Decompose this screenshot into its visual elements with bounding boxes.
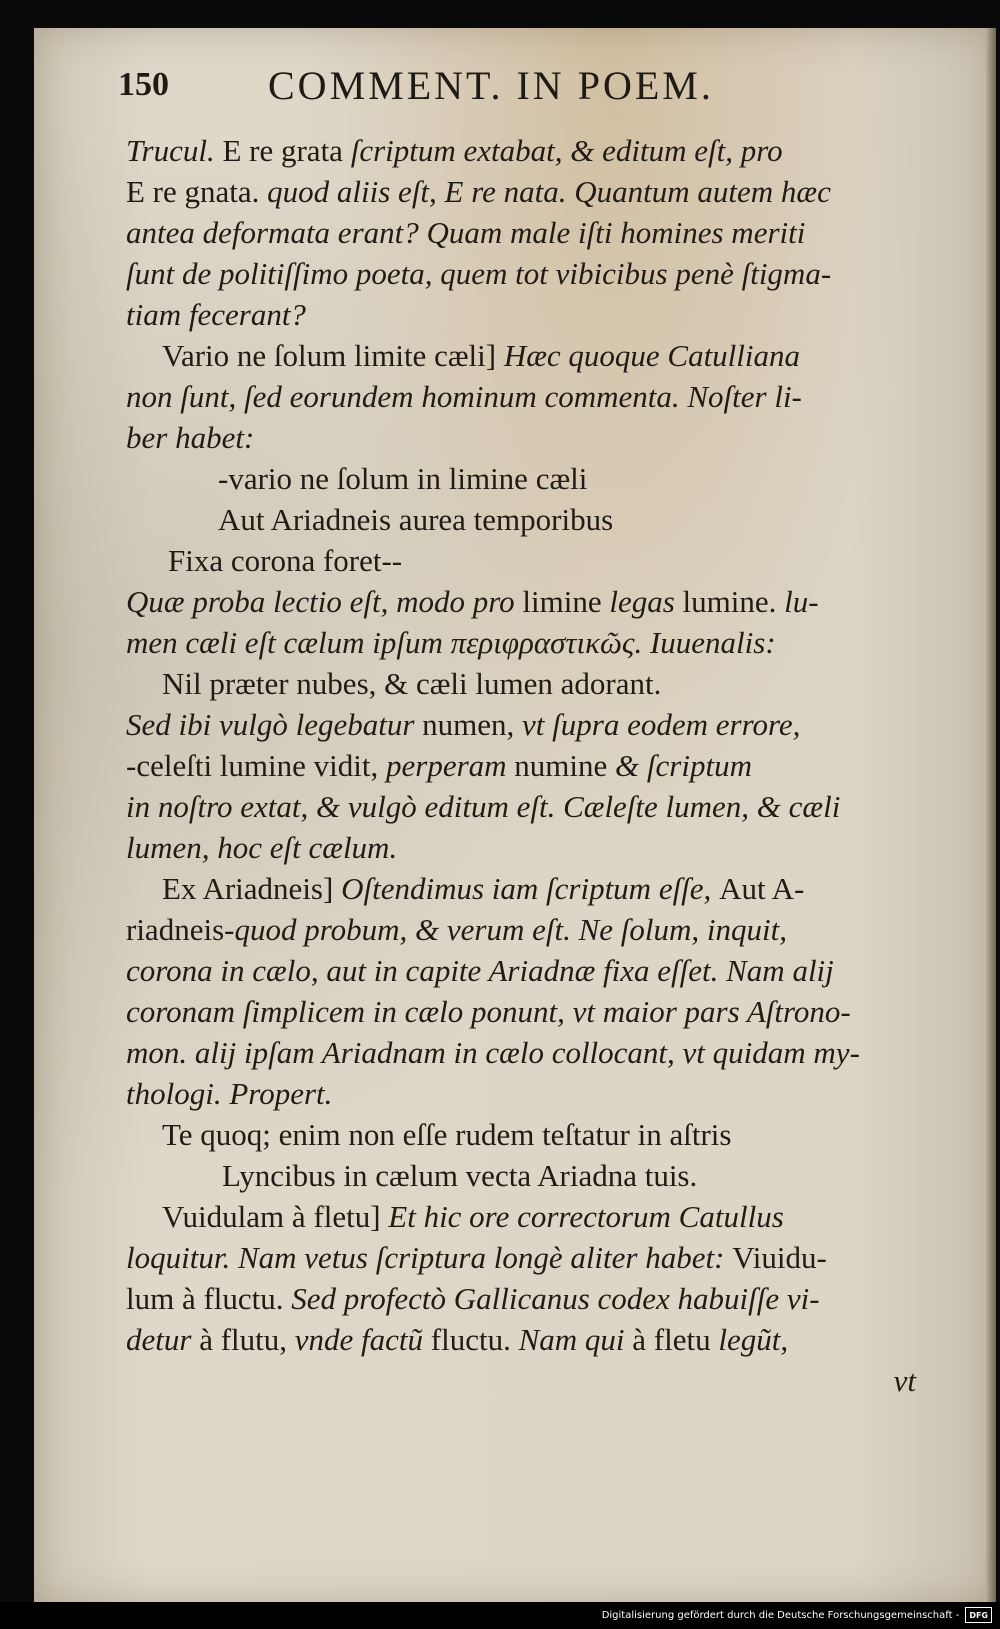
text-run: Sed profectò Gallicanus codex habuiſſe vi-	[291, 1281, 820, 1316]
text-run: mon. alij ipſam Ariadnam in cælo collocant, vt quidam my-	[126, 1035, 860, 1070]
text-line	[126, 1278, 916, 1319]
text-line	[126, 991, 916, 1032]
text-run: coronam ſimplicem in cælo ponunt, vt maior pars Aſtrono-	[126, 994, 851, 1029]
text-run: Nam qui	[518, 1322, 633, 1357]
text-run: quod aliis eſt, E re nata. Quantum autem hæc	[267, 174, 831, 209]
running-head: COMMENT. IN POEM.	[268, 63, 714, 108]
text-run: Hæc quoque Catulliana	[503, 338, 801, 373]
text-line	[126, 909, 916, 950]
text-run: Vario ne ſolum limite cæli]	[162, 338, 504, 373]
text-run: -celeſti lumine vidit,	[126, 748, 386, 783]
text-run: Fixa corona foret--	[168, 543, 403, 578]
page-edge	[986, 28, 996, 1602]
text-run: & ſcriptum	[615, 748, 752, 783]
text-line	[126, 294, 916, 335]
text-run: Nil præter nubes, & cæli lumen adorant.	[162, 666, 662, 701]
text-line	[126, 1073, 916, 1114]
text-run: -vario ne ſolum in limine cæli	[218, 461, 588, 496]
text-run: antea deformata erant? Quam male iſti homines meriti	[126, 215, 806, 250]
text-line	[126, 1196, 916, 1237]
verse-line	[126, 663, 916, 704]
dfg-logo-icon: DFG	[965, 1607, 992, 1623]
text-run: ſunt de politiſſimo poeta, quem tot vibicibus penè ſtigma-	[126, 256, 832, 291]
text-run: legas	[609, 584, 683, 619]
text-line	[126, 171, 916, 212]
verse-line	[126, 1114, 916, 1155]
text-run: tiam fecerant?	[126, 297, 306, 332]
text-line	[126, 1237, 916, 1278]
text-run: vt ſupra eodem errore,	[522, 707, 801, 742]
text-run: detur	[126, 1322, 200, 1357]
page-header	[118, 62, 878, 122]
text-run: Aut Ariadneis aurea temporibus	[218, 502, 614, 537]
text-line	[126, 417, 916, 458]
text-run: perperam	[386, 748, 515, 783]
text-run: numen,	[422, 707, 523, 742]
text-run: ſcriptum extabat, & editum eſt, pro	[350, 133, 783, 168]
text-run: à fletu	[632, 1322, 719, 1357]
text-run: vt	[893, 1363, 916, 1398]
text-run: thologi. Propert.	[126, 1076, 333, 1111]
text-run: Viuidu-	[732, 1240, 827, 1275]
text-run: Ex Ariadneis]	[162, 871, 342, 906]
text-line	[126, 704, 916, 745]
text-line	[126, 1319, 916, 1360]
text-run: Sed ibi vulgò legebatur	[126, 707, 423, 742]
text-run: lumine.	[682, 584, 785, 619]
text-line	[126, 950, 916, 991]
text-run: in noſtro extat, & vulgò editum eſt. Cæleſte lumen, & cæli	[126, 789, 841, 824]
text-run: E re grata	[222, 133, 351, 168]
verse-line	[126, 499, 916, 540]
digitization-footer	[602, 1605, 992, 1625]
text-run: Oſtendimus iam ſcriptum eſſe,	[341, 871, 720, 906]
text-line	[126, 335, 916, 376]
text-run: fluctu.	[430, 1322, 519, 1357]
text-run: corona in cælo, aut in capite Ariadnæ fixa eſſet. Nam alij	[126, 953, 834, 988]
text-run: Quæ proba lectio eſt, modo pro	[126, 584, 523, 619]
text-run: loquitur. Nam vetus ſcriptura longè aliter habet:	[126, 1240, 733, 1275]
text-line	[126, 1032, 916, 1073]
text-run: à flutu,	[199, 1322, 295, 1357]
text-line	[126, 868, 916, 909]
text-line	[126, 130, 916, 171]
verse-line	[126, 458, 916, 499]
text-run: Et hic ore correctorum Catullus	[388, 1199, 784, 1234]
text-run: Lyncibus in cælum vecta Ariadna tuis.	[222, 1158, 698, 1193]
text-line	[126, 376, 916, 417]
text-run: Te quoq; enim non eſſe rudem teſtatur in aſtris	[162, 1117, 732, 1152]
page-number: 150	[118, 66, 169, 103]
body-text	[126, 130, 916, 1401]
text-line	[126, 622, 916, 663]
verse-line	[126, 540, 916, 581]
text-run: limine	[522, 584, 610, 619]
text-run: non ſunt, ſed eorundem hominum commenta. Noſter li-	[126, 379, 802, 414]
text-run: riadneis-	[126, 912, 235, 947]
text-run: Vuidulam à fletu]	[162, 1199, 389, 1234]
text-run: legũt,	[718, 1322, 789, 1357]
text-run: numine	[514, 748, 616, 783]
text-run: vnde factũ	[294, 1322, 431, 1357]
catchword	[126, 1360, 916, 1401]
text-line	[126, 581, 916, 622]
text-line	[126, 786, 916, 827]
text-line	[126, 745, 916, 786]
funding-notice: Digitalisierung gefördert durch die Deutsche Forschungsgemeinschaft -	[601, 1609, 960, 1621]
text-run: ber habet:	[126, 420, 255, 455]
text-run: quod probum, & verum eſt. Ne ſolum, inquit,	[234, 912, 787, 947]
text-run: Trucul.	[126, 133, 223, 168]
verse-line	[126, 1155, 916, 1196]
text-line	[126, 212, 916, 253]
text-run: lumen, hoc eſt cælum.	[126, 830, 398, 865]
text-run: lu-	[784, 584, 819, 619]
text-line	[126, 253, 916, 294]
text-line	[126, 827, 916, 868]
text-run: Aut A-	[719, 871, 805, 906]
text-run: E re gnata.	[126, 174, 268, 209]
text-run: lum à fluctu.	[126, 1281, 292, 1316]
text-run: men cæli eſt cælum ipſum περιφραστικῶς. Iuuenalis:	[126, 625, 776, 660]
